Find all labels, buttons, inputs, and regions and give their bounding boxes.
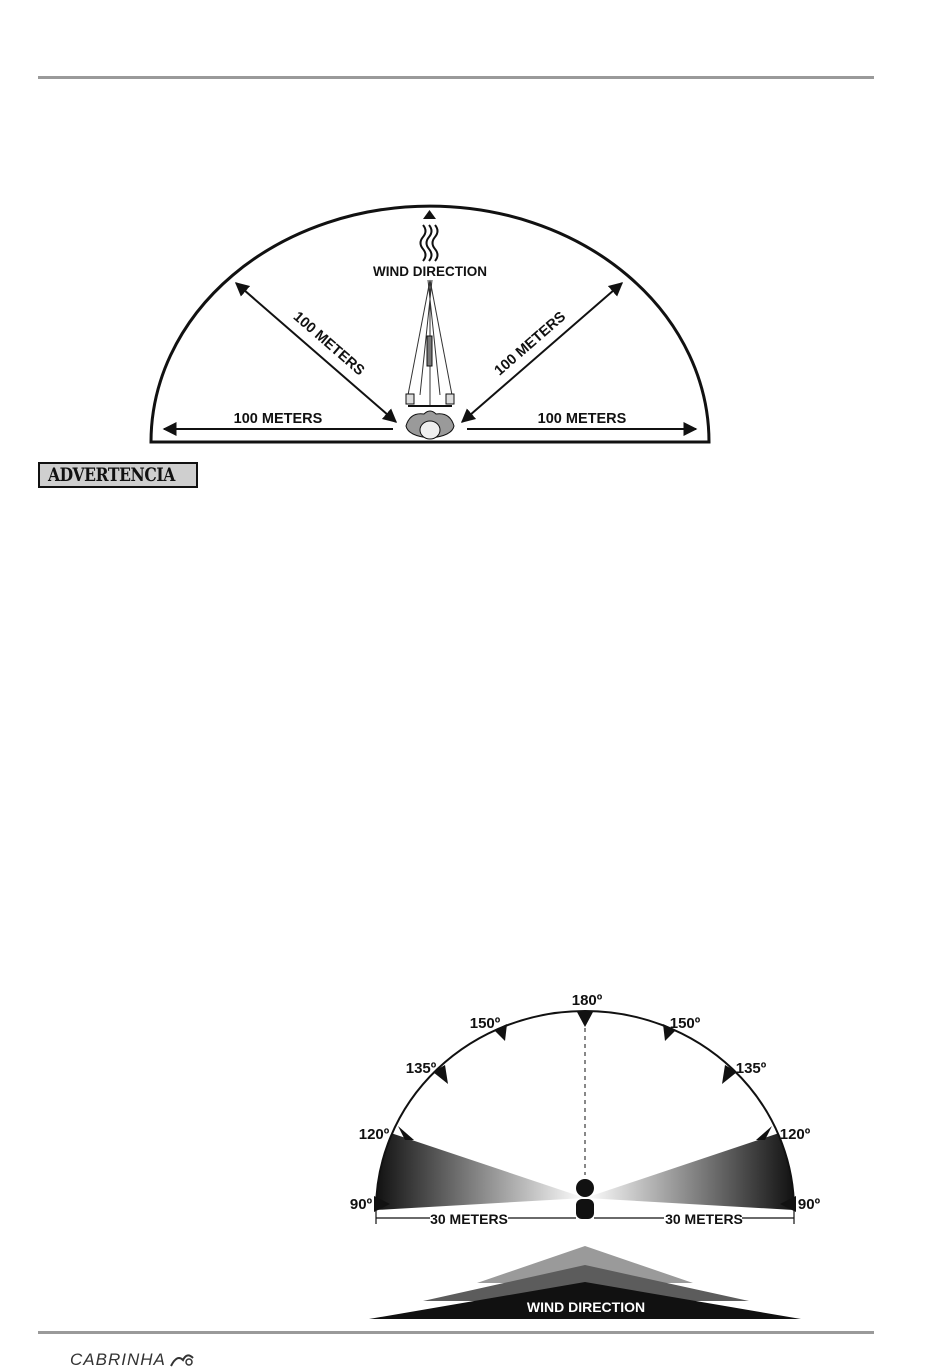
bottom-divider <box>38 1331 874 1334</box>
angle-135-right-label: 135º <box>735 1060 767 1077</box>
wind-direction-label-2: WIND DIRECTION <box>526 1299 646 1315</box>
warning-badge <box>38 462 198 488</box>
right-diagonal-arrow <box>462 283 622 422</box>
left-launch-zone <box>376 1128 585 1210</box>
left-diagonal-arrow <box>236 283 396 422</box>
left-30m-label: 30 METERS <box>430 1211 508 1227</box>
right-diagonal-label: 100 METERS <box>491 308 570 380</box>
person-icon <box>576 1179 594 1219</box>
right-30m-label: 30 METERS <box>665 1211 743 1227</box>
wind-arrow-icon <box>421 210 438 261</box>
wind-direction-label: WIND DIRECTION <box>373 264 487 279</box>
right-launch-zone <box>585 1128 794 1210</box>
warning-label: ADVERTENCIA <box>48 463 175 486</box>
angle-180-label: 180º <box>571 992 603 1009</box>
angle-150-left-label: 150º <box>469 1015 501 1032</box>
left-diagonal-label: 100 METERS <box>289 308 368 380</box>
angle-90-left-label: 90º <box>349 1196 373 1213</box>
launch-angle-diagram <box>0 990 950 1330</box>
angle-120-left-label: 120º <box>358 1126 390 1143</box>
angle-135-left-label: 135º <box>405 1060 437 1077</box>
angle-150-right-label: 150º <box>669 1015 701 1032</box>
kite-lines <box>408 280 452 405</box>
angle-120-right-label: 120º <box>779 1126 811 1143</box>
brand-name: CABRINHA <box>70 1350 166 1369</box>
right-distance-label: 100 METERS <box>537 411 627 427</box>
brand-logo <box>70 1350 195 1370</box>
left-distance-label: 100 METERS <box>233 411 323 427</box>
wave-logo-icon <box>169 1352 195 1368</box>
angle-90-right-label: 90º <box>797 1196 821 1213</box>
safety-zone-diagram <box>0 0 950 460</box>
